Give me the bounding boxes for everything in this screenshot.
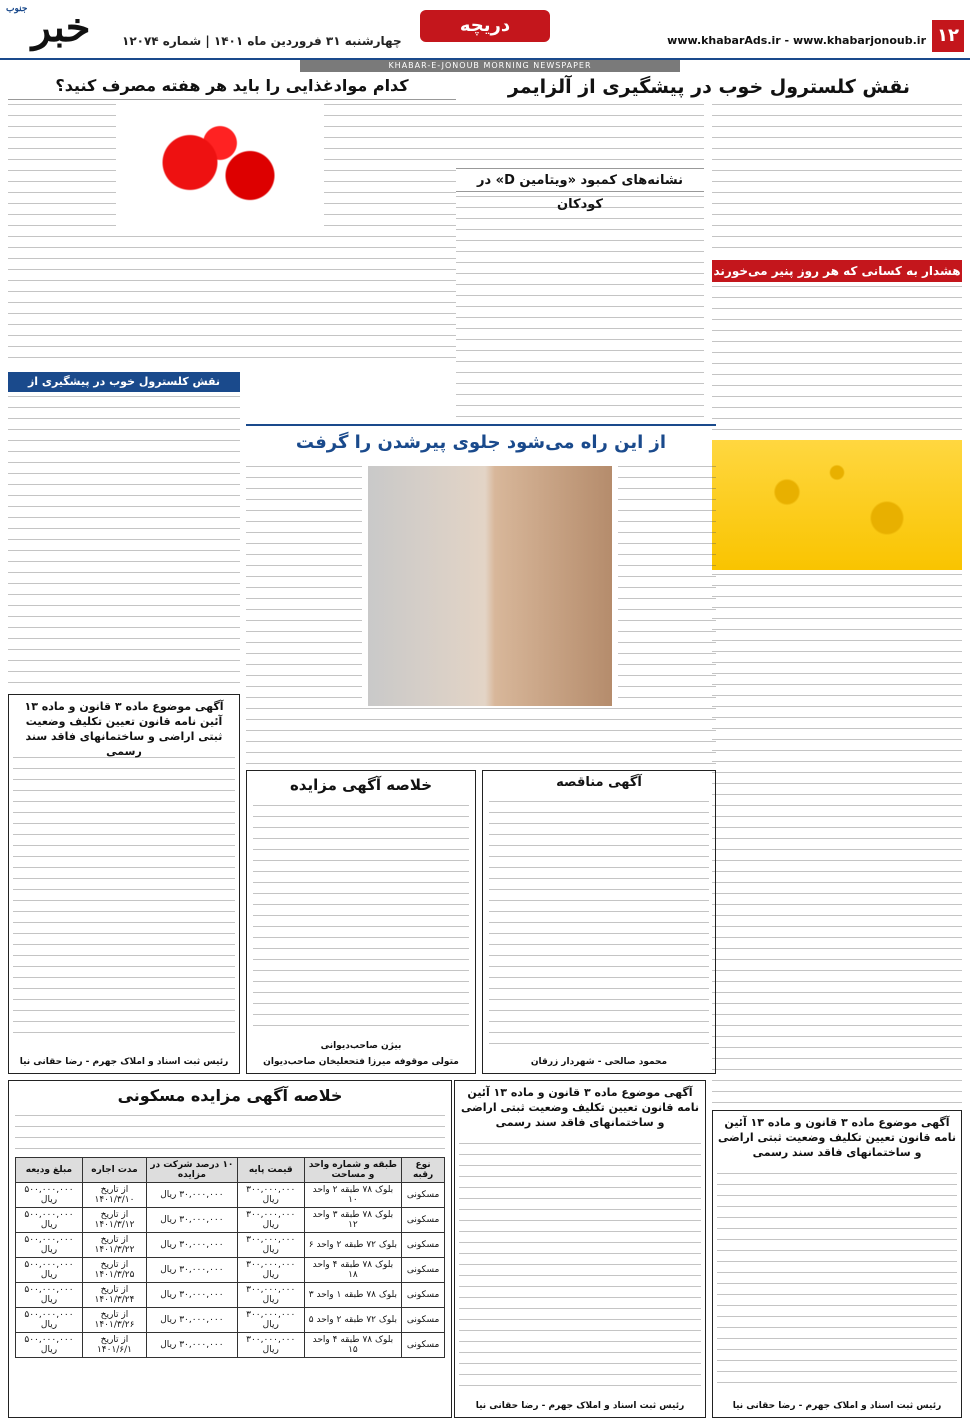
law-ad-left-signature: رئیس ثبت اسناد و املاک جهرم - رضا حقانی نیا bbox=[19, 1057, 229, 1067]
cheese-photo bbox=[712, 440, 962, 570]
table-cell: بلوک ۷۲ طبقه ۲ واحد ۵ bbox=[304, 1308, 401, 1333]
tender-ad bbox=[482, 770, 716, 1074]
vitamin-d-headline-box bbox=[456, 168, 704, 212]
table-cell: ۳۰,۰۰۰,۰۰۰ ریال bbox=[147, 1183, 238, 1208]
table-cell: از تاریخ ۱۴۰۱/۳/۱۲ bbox=[82, 1208, 146, 1233]
table-cell: ۵۰۰,۰۰۰,۰۰۰ ریال bbox=[16, 1183, 83, 1208]
aging-text-right bbox=[618, 466, 716, 706]
housing-auction-text bbox=[15, 1115, 445, 1151]
site-url[interactable]: www.khabarAds.ir - www.khabarjonoub.ir bbox=[667, 34, 926, 47]
law-ad-middle-signature: رئیس ثبت اسناد و املاک جهرم - رضا حقانی نیا bbox=[475, 1401, 685, 1411]
table-cell: ۵۰۰,۰۰۰,۰۰۰ ریال bbox=[16, 1208, 83, 1233]
housing-table-header-cell: قیمت پایه bbox=[237, 1158, 304, 1183]
food-headline-box bbox=[8, 72, 456, 100]
food-text-bottom bbox=[8, 236, 456, 366]
tender-text bbox=[489, 801, 709, 1045]
table-cell: بلوک ۷۸ طبقه ۱ واحد ۳ bbox=[304, 1283, 401, 1308]
table-row bbox=[16, 1308, 445, 1333]
food-text-right bbox=[324, 104, 456, 234]
housing-auction-title: خلاصه آگهی مزایده مسکونی bbox=[117, 1086, 343, 1105]
aging-text-left bbox=[246, 466, 362, 706]
table-cell: بلوک ۷۸ طبقه ۴ واحد ۱۸ bbox=[304, 1258, 401, 1283]
issue-line: چهارشنبه ۳۱ فروردین ماه ۱۴۰۱ | شماره ۱۲۰۷۴ bbox=[122, 34, 402, 48]
law-ad-middle-text bbox=[459, 1143, 701, 1389]
table-row bbox=[16, 1283, 445, 1308]
table-row bbox=[16, 1258, 445, 1283]
table-cell: از تاریخ ۱۴۰۱/۳/۲۲ bbox=[82, 1233, 146, 1258]
cholesterol-text-col1 bbox=[712, 104, 962, 254]
table-cell: مسکونی bbox=[402, 1208, 445, 1233]
table-cell: مسکونی bbox=[402, 1258, 445, 1283]
law-ad-middle-title: آگهی موضوع ماده ۳ قانون و ماده ۱۳ آئین نامه قانون تعیین تکلیف وضعیت ثبتی اراضی و ساختمانهای فاقد سند رسمی bbox=[461, 1086, 699, 1129]
table-cell: ۳۰۰,۰۰۰,۰۰۰ ریال bbox=[237, 1233, 304, 1258]
newspaper-logo bbox=[6, 4, 116, 54]
table-cell: ۳۰,۰۰۰,۰۰۰ ریال bbox=[147, 1208, 238, 1233]
table-cell: ۵۰۰,۰۰۰,۰۰۰ ریال bbox=[16, 1333, 83, 1358]
logo-subtitle: جنوب bbox=[6, 4, 28, 14]
table-row bbox=[16, 1333, 445, 1358]
masthead bbox=[0, 0, 970, 60]
table-cell: مسکونی bbox=[402, 1308, 445, 1333]
law-ad-right-signature: رئیس ثبت اسناد و املاک جهرم - رضا حقانی نیا bbox=[732, 1401, 942, 1411]
cholesterol-headline: نقش کلسترول خوب در پیشگیری از آلزایمر bbox=[507, 76, 911, 98]
table-cell: بلوک ۷۸ طبقه ۳ واحد ۱۲ bbox=[304, 1208, 401, 1233]
housing-table-header-cell: مبلغ ودیعه bbox=[16, 1158, 83, 1183]
aging-headline-box bbox=[246, 424, 716, 460]
aging-headline: از این راه می‌شود جلوی پیرشدن را گرفت bbox=[295, 432, 667, 453]
table-row bbox=[16, 1233, 445, 1258]
table-cell: از تاریخ ۱۴۰۱/۳/۲۴ bbox=[82, 1283, 146, 1308]
table-cell: از تاریخ ۱۴۰۱/۳/۲۵ bbox=[82, 1258, 146, 1283]
auction-summary-signature2: متولی موقوفه میرزا فتحعلیخان صاحب‌دیوان bbox=[263, 1057, 459, 1067]
cholesterol-small-text bbox=[8, 396, 240, 688]
table-cell: از تاریخ ۱۴۰۱/۳/۱۰ bbox=[82, 1183, 146, 1208]
table-cell: ۵۰۰,۰۰۰,۰۰۰ ریال bbox=[16, 1233, 83, 1258]
vitamin-d-text bbox=[456, 196, 704, 421]
housing-table bbox=[15, 1157, 445, 1358]
table-cell: ۵۰۰,۰۰۰,۰۰۰ ریال bbox=[16, 1283, 83, 1308]
table-cell: ۳۰۰,۰۰۰,۰۰۰ ریال bbox=[237, 1258, 304, 1283]
housing-auction-ad bbox=[8, 1080, 452, 1418]
logo-text: خبر bbox=[31, 4, 91, 51]
table-cell: ۳۰۰,۰۰۰,۰۰۰ ریال bbox=[237, 1283, 304, 1308]
cheese-text-top bbox=[712, 286, 962, 436]
law-ad-right-text bbox=[717, 1173, 957, 1389]
aging-text-bottom bbox=[246, 708, 716, 764]
auction-summary-signature: بیژن صاحب‌دیوانی bbox=[320, 1041, 402, 1051]
english-strap: KHABAR-E-JONOUB MORNING NEWSPAPER bbox=[300, 60, 680, 72]
table-cell: ۳۰,۰۰۰,۰۰۰ ریال bbox=[147, 1283, 238, 1308]
table-cell: ۳۰۰,۰۰۰,۰۰۰ ریال bbox=[237, 1308, 304, 1333]
table-cell: ۳۰۰,۰۰۰,۰۰۰ ریال bbox=[237, 1208, 304, 1233]
auction-summary-title: خلاصه آگهی مزایده bbox=[289, 776, 433, 794]
housing-table-body bbox=[16, 1183, 445, 1358]
tomato-photo bbox=[120, 104, 320, 234]
law-ad-right bbox=[712, 1110, 962, 1418]
table-cell: از تاریخ ۱۴۰۱/۳/۲۶ bbox=[82, 1308, 146, 1333]
aging-face-photo bbox=[368, 466, 612, 706]
table-cell: ۵۰۰,۰۰۰,۰۰۰ ریال bbox=[16, 1308, 83, 1333]
food-headline: کدام موادغذایی را باید هر هفته مصرف کنید؟ bbox=[55, 76, 409, 95]
housing-table-header-cell: طبقه و شماره واحد و مساحت bbox=[304, 1158, 401, 1183]
cholesterol-small-headline: نقش کلسترول خوب در پیشگیری از آلزایمر bbox=[8, 372, 240, 392]
table-cell: مسکونی bbox=[402, 1183, 445, 1208]
table-cell: بلوک ۷۸ طبقه ۴ واحد ۱۵ bbox=[304, 1333, 401, 1358]
table-cell: بلوک ۷۸ طبقه ۲ واحد ۱۰ bbox=[304, 1183, 401, 1208]
page-number: ۱۲ bbox=[932, 20, 964, 52]
table-cell: ۳۰,۰۰۰,۰۰۰ ریال bbox=[147, 1308, 238, 1333]
cheese-headline: هشدار به کسانی که هر روز پنیر می‌خورند bbox=[712, 260, 962, 282]
auction-summary-ad bbox=[246, 770, 476, 1074]
table-cell: ۳۰۰,۰۰۰,۰۰۰ ریال bbox=[237, 1333, 304, 1358]
table-row bbox=[16, 1183, 445, 1208]
housing-table-wrap bbox=[15, 1157, 445, 1358]
table-cell: مسکونی bbox=[402, 1233, 445, 1258]
table-cell: ۳۰,۰۰۰,۰۰۰ ریال bbox=[147, 1233, 238, 1258]
table-cell: بلوک ۷۲ طبقه ۲ واحد ۶ bbox=[304, 1233, 401, 1258]
housing-table-header-cell: نوع رقبه bbox=[402, 1158, 445, 1183]
table-row bbox=[16, 1208, 445, 1233]
cheese-text-bottom bbox=[712, 574, 962, 1104]
food-text-left bbox=[8, 104, 116, 234]
housing-table-header bbox=[16, 1158, 445, 1183]
section-badge: دریچه bbox=[420, 10, 550, 42]
table-cell: ۳۰,۰۰۰,۰۰۰ ریال bbox=[147, 1258, 238, 1283]
table-cell: ۳۰۰,۰۰۰,۰۰۰ ریال bbox=[237, 1183, 304, 1208]
table-cell: مسکونی bbox=[402, 1283, 445, 1308]
tender-signature: محمود صالحی - شهردار زرقان bbox=[530, 1057, 668, 1067]
auction-summary-text bbox=[253, 805, 469, 1029]
law-ad-left bbox=[8, 694, 240, 1074]
law-ad-left-title: آگهی موضوع ماده ۳ قانون و ماده ۱۳ آئین نامه قانون تعیین تکلیف وضعیت ثبتی اراضی و ساختمانهای فاقد سند رسمی bbox=[24, 700, 224, 758]
cholesterol-headline-box bbox=[456, 72, 962, 102]
law-ad-middle bbox=[454, 1080, 706, 1418]
table-cell: از تاریخ ۱۴۰۱/۶/۱ bbox=[82, 1333, 146, 1358]
vitamin-d-headline: نشانه‌های کمبود «ویتامین D» در کودکان bbox=[476, 173, 684, 212]
cholesterol-text-col2 bbox=[456, 104, 704, 164]
table-cell: ۳۰,۰۰۰,۰۰۰ ریال bbox=[147, 1333, 238, 1358]
law-ad-right-title: آگهی موضوع ماده ۳ قانون و ماده ۱۳ آئین نامه قانون تعیین تکلیف وضعیت ثبتی اراضی و ساختمانهای فاقد سند رسمی bbox=[718, 1116, 956, 1159]
table-cell: مسکونی bbox=[402, 1333, 445, 1358]
tender-title: آگهی مناقصه bbox=[556, 775, 642, 790]
table-cell: ۵۰۰,۰۰۰,۰۰۰ ریال bbox=[16, 1258, 83, 1283]
housing-table-header-cell: مدت اجاره bbox=[82, 1158, 146, 1183]
law-ad-left-text bbox=[13, 757, 235, 1043]
housing-table-header-cell: ۱۰ درصد شرکت در مزایده bbox=[147, 1158, 238, 1183]
